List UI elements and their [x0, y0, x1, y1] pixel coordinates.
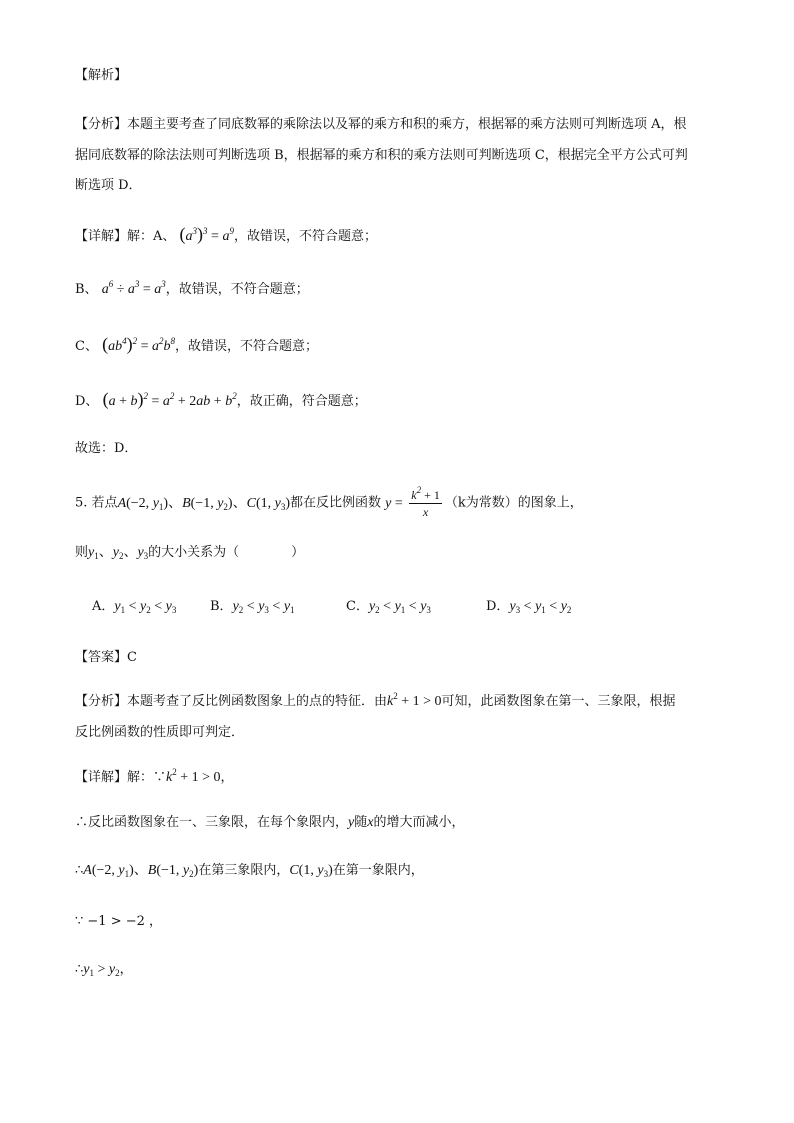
- detail2-l2-mid: 随: [354, 815, 368, 830]
- question-number: 5.: [75, 495, 88, 511]
- points-formula: A(−2, $y_1$)、B(−1, $y_2$)、C(1, $y_3$): [117, 495, 290, 512]
- detail-a-suffix: ，故错误，不符合题意；: [233, 229, 377, 244]
- question-line2-end: 的大小关系为（ ）: [148, 545, 305, 560]
- detail2-line-5: [75, 960, 133, 980]
- detail-c-prefix: C、: [75, 339, 98, 354]
- analysis2-tag: 【分析】: [75, 694, 128, 709]
- inequality-formula: $k^2 + 1 > 0$: [387, 691, 442, 709]
- detail2-l3-end: 在第一象限内，: [332, 863, 424, 878]
- analysis-line-2: 据同底数幂的除法法则可判断选项 B，根据幂的乘方和积的乘方法则可判断选项 C，根据完全平方公式可判: [75, 148, 688, 163]
- formula-b: $a^6 \div a^3 = a^3$: [101, 279, 166, 297]
- detail2-l1-prefix: 解：∵: [127, 770, 167, 785]
- function-formula: y = $\frac{k^2 + 1}{x}$: [385, 485, 440, 519]
- option-c[interactable]: C．$y_2 < y_1 < y_3$: [346, 599, 431, 615]
- detail2-inequality: $k^2 + 1 > 0$: [166, 767, 221, 785]
- detail2-point-c: C(1, $y_3$): [289, 863, 333, 879]
- analysis2-line-1: [75, 692, 676, 712]
- detail2-l2-end: 的增大而减小，: [373, 815, 465, 830]
- detail2-final-inequality: $y_1 > y_2$: [83, 962, 120, 978]
- answer-value: C: [127, 650, 137, 665]
- answer-line: [75, 648, 137, 668]
- formula-a: $(a^3)^3 = a^9$: [179, 224, 234, 244]
- detail-d-suffix: ，故正确，符合题意；: [236, 394, 367, 409]
- analysis-tag: 【分析】: [75, 117, 128, 132]
- option-d[interactable]: D．$y_3 < y_1 < y_2$: [486, 599, 572, 615]
- detail-option-b: [75, 280, 309, 300]
- detail-b-prefix: B、: [75, 282, 98, 297]
- detail2-l1-suffix: ，: [220, 770, 234, 785]
- detail2-line-3: ∴A(−2, $y_1$)、B(−1, $y_2$)在第三象限内，C(1, $y_3$)在第一象限内，: [75, 863, 424, 879]
- option-a[interactable]: A．$y_1 < y_2 < y_3$: [92, 599, 177, 615]
- question-text-start: 若点: [91, 495, 118, 511]
- analysis2-line-2: 反比例函数的性质即可判定．: [75, 725, 245, 740]
- detail2-l5-suffix: ，: [119, 962, 133, 977]
- question-5-line-1: [75, 487, 583, 520]
- detail2-points-ab: A(−2, $y_1$)、B(−1, $y_2$): [83, 863, 199, 879]
- detail-d-prefix: D、: [75, 394, 99, 409]
- formula-c: $(ab^4)^2 = a^2b^8$: [102, 334, 175, 354]
- detail-c-suffix: ，故错误，不符合题意；: [175, 339, 319, 354]
- detail2-line-2: ∴反比函数图象在一、三象限，在每个象限内，y随x的增大而减小，: [75, 815, 465, 830]
- y-values: $y_1$、$y_2$、$y_3$: [88, 545, 149, 561]
- detail2-tag: 【详解】: [75, 770, 128, 785]
- detail-option-a: [75, 224, 377, 247]
- detail2-l2-text: ∴反比函数图象在一、三象限，在每个象限内，: [75, 815, 349, 830]
- detail2-l5-prefix: ∴: [75, 962, 84, 977]
- question-5-line-2: [75, 543, 304, 563]
- detail2-line-4: ∵ −1 > −2 ，: [75, 914, 163, 929]
- detail2-l3-mid: 在第三象限内，: [198, 863, 290, 878]
- question-text-mid: 都在反比例函数: [290, 495, 382, 511]
- analysis-line-3: 断选项 D．: [75, 178, 142, 193]
- formula-d: $(a + b)^2 = a^2 + 2ab + b^2$: [102, 389, 237, 409]
- analysis2-text-end: 可知，此函数图象在第一、三象限，根据: [441, 694, 676, 709]
- option-b[interactable]: B．$y_2 < y_3 < y_1$: [210, 599, 295, 615]
- analysis-text-1: 本题主要考查了同底数幂的乘除法以及幂的乘方和积的乘方，根据幂的乘方法则可判断选项 A，根: [127, 117, 687, 132]
- question-line2-start: 则: [75, 545, 89, 560]
- detail-conclusion: 故选：D．: [75, 441, 138, 456]
- question-options: [92, 597, 692, 619]
- detail-a-prefix: 解：A、: [127, 229, 176, 244]
- detail2-line-1: [75, 768, 234, 788]
- answer-tag: 【答案】: [75, 650, 128, 665]
- question-text-end: （k为常数）的图象上，: [444, 495, 583, 511]
- analysis2-text-start: 本题考查了反比例函数图象上的点的特征．由: [127, 694, 388, 709]
- detail-option-d: [75, 389, 367, 412]
- detail-b-suffix: ，故错误，不符合题意；: [165, 282, 309, 297]
- detail-option-c: [75, 334, 318, 357]
- section-header-analysis: 【解析】: [75, 68, 128, 83]
- detail-tag: 【详解】: [75, 229, 128, 244]
- analysis-line-1: [75, 115, 687, 135]
